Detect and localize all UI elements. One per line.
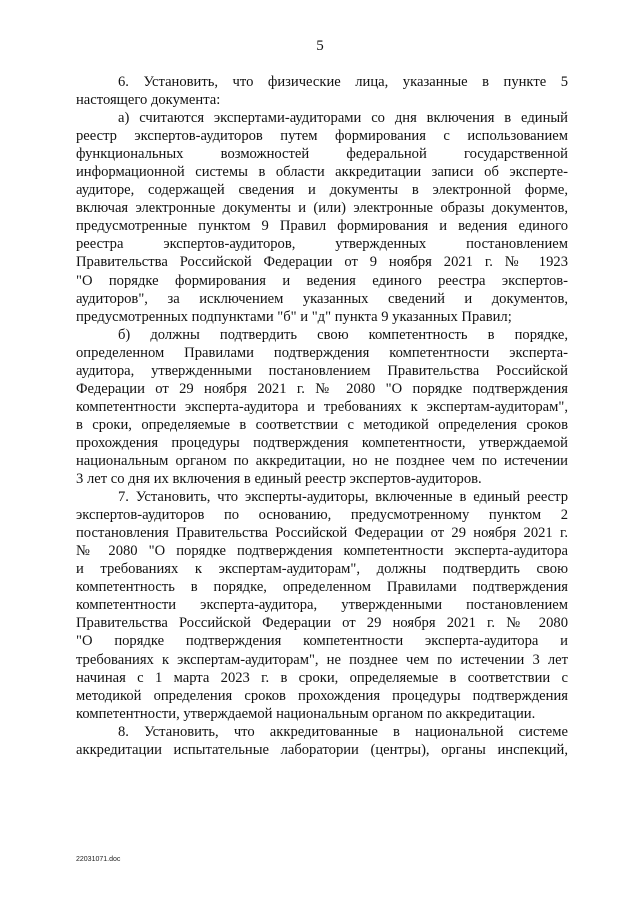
text-line: аккредитации испытательные лаборатории (центры), органы инспекций, xyxy=(76,741,568,758)
text-line: Федерации от 29 ноября 2021 г. № 2080 "О порядке подтверждения xyxy=(76,380,568,397)
text-line: реестра экспертов-аудиторов, утвержденных постановлением xyxy=(76,236,568,253)
text-line: 6. Установить, что физические лица, указанные в пункте 5 xyxy=(118,74,568,90)
text-line: информационной системы в области аккредитации записи об эксперте- xyxy=(76,164,568,181)
text-line: аудитора, утвержденными постановлением Правительства Российской xyxy=(76,362,568,379)
text-line: № 2080 "О порядке подтверждения компетентности эксперта-аудитора xyxy=(76,543,568,560)
text-line: компетентность в порядке, определенном Правилами подтверждения xyxy=(76,579,568,596)
text-line: реестр экспертов-аудиторов путем формирования с использованием xyxy=(76,128,568,145)
text-line: "О порядке подтверждения компетентности эксперта-аудитора и xyxy=(76,633,568,650)
text-line: настоящего документа: xyxy=(76,92,221,109)
text-line: включая электронные документы и (или) электронные образы документов, xyxy=(76,200,568,217)
text-line: функциональных возможностей федеральной государственной xyxy=(76,146,568,163)
text-line: предусмотренные пунктом 9 Правил формирования и ведения единого xyxy=(76,218,568,235)
text-line: Правительства Российской Федерации от 29 ноября 2021 г. № 2080 xyxy=(76,615,568,632)
text-line: методикой определения сроков прохождения процедуры подтверждения xyxy=(76,687,568,704)
text-line: 7. Установить, что эксперты-аудиторы, включенные в единый реестр xyxy=(118,489,568,506)
text-line: предусмотренных подпунктами "б" и "д" пункта 9 указанных Правил; xyxy=(76,308,512,325)
text-line: "О порядке формирования и ведения единого реестра экспертов- xyxy=(76,272,568,289)
text-line: 3 лет со дня их включения в единый реестр экспертов-аудиторов. xyxy=(76,471,482,488)
text-line: в сроки, определяемые в соответствии с методикой определения сроков xyxy=(76,416,568,433)
text-line: Правительства Российской Федерации от 9 ноября 2021 г. № 1923 xyxy=(76,254,568,271)
text-line: а) считаются экспертами-аудиторами со дня включения в единый xyxy=(118,110,568,127)
text-line: компетентности эксперта-аудитора и требованиях к экспертам-аудиторам", xyxy=(76,398,568,415)
text-line: компетентности, утверждаемой национальным органом по аккредитации. xyxy=(76,705,536,722)
text-line: прохождения процедуры подтверждения компетентности, утверждаемой xyxy=(76,434,568,451)
text-line: 8. Установить, что аккредитованные в национальной системе xyxy=(118,723,568,740)
document-body xyxy=(76,73,568,759)
text-line: начиная с 1 марта 2023 г. в сроки, определяемые в соответствии с xyxy=(76,669,568,686)
page-number: 5 xyxy=(316,38,324,54)
text-line: определенном Правилами подтверждения компетентности эксперта- xyxy=(76,344,568,361)
text-line: компетентности эксперта-аудитора, утвержденными постановлением xyxy=(76,597,568,614)
text-line: требованиях к экспертам-аудиторам", не позднее чем по истечении 3 лет xyxy=(76,651,568,668)
text-line: б) должны подтвердить свою компетентность в порядке, xyxy=(118,326,568,343)
text-line: экспертов-аудиторов по основанию, предусмотренному пунктом 2 xyxy=(76,507,568,524)
text-line: аудиторе, содержащей сведения и документы в электронной форме, xyxy=(76,182,568,199)
text-line: и требованиях к экспертам-аудиторам", должны подтвердить свою xyxy=(76,561,568,578)
text-line: национальным органом по аккредитации, но не позднее чем по истечении xyxy=(76,452,568,469)
text-line: аудиторов", за исключением указанных сведений и документов, xyxy=(76,290,568,307)
text-line: постановления Правительства Российской Федерации от 29 ноября 2021 г. xyxy=(76,525,568,542)
document-file-id: 22031071.doc xyxy=(76,856,121,863)
